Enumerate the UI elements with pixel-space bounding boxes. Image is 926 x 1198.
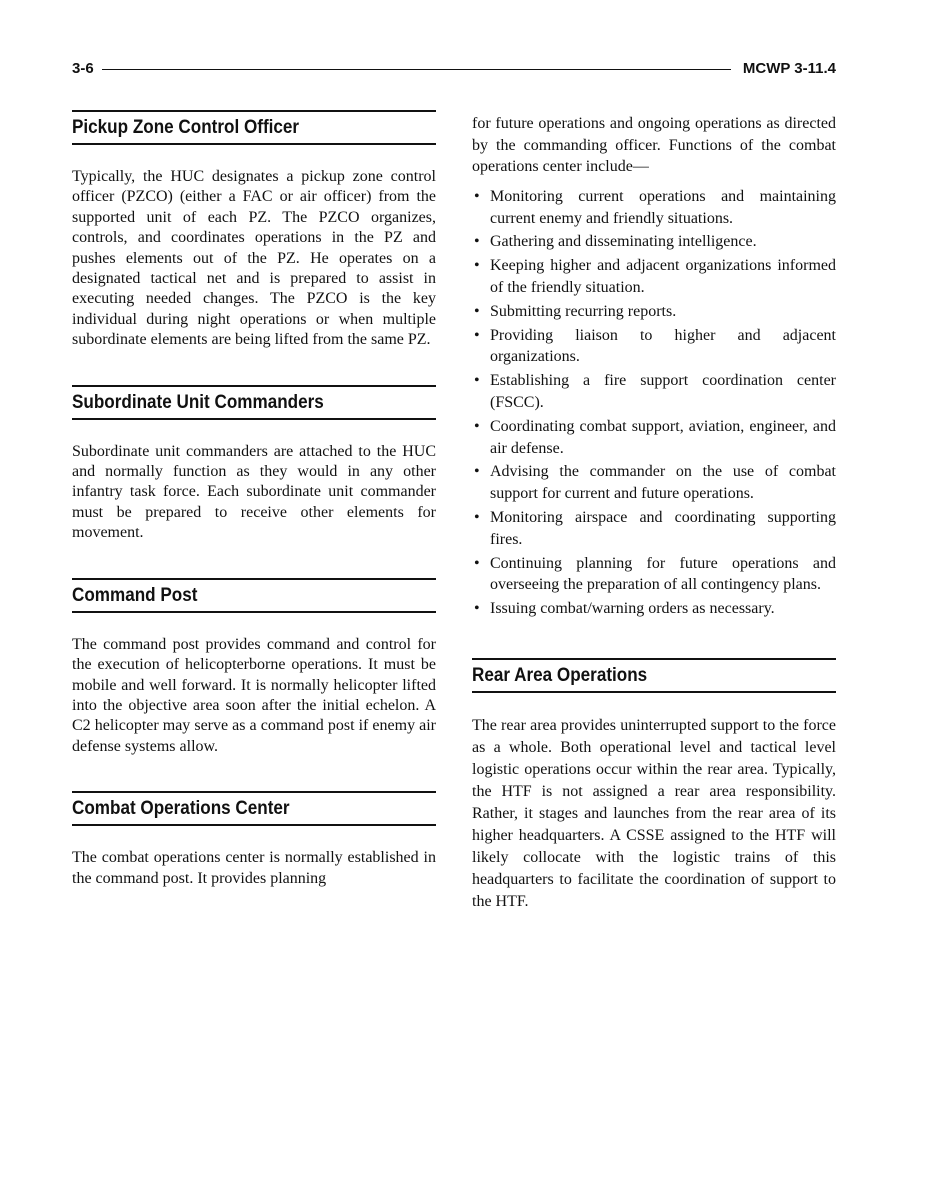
section-body-subordinate: Subordinate unit commanders are attached to the HUC and normally function as they would in any other infantry task force. Each subordinate unit commander must be prepared to receive other elements for movement. <box>72 442 436 542</box>
bullet-icon: • <box>474 326 480 344</box>
list-item: • Issuing combat/warning orders as necessary. <box>472 598 836 620</box>
bullet-icon: • <box>474 187 480 205</box>
list-item: • Monitoring current operations and maintaining current enemy and friendly situations. <box>474 187 836 227</box>
publication-id: MCWP 3-11.4 <box>742 60 836 77</box>
header-rule <box>102 69 731 70</box>
list-item: • Monitoring airspace and coordinating supporting fires. <box>474 508 836 548</box>
bullet-icon: • <box>474 233 480 251</box>
list-item: • Submitting recurring reports. <box>472 301 836 323</box>
bullet-icon: • <box>474 372 480 390</box>
section-heading-command-post: Command Post <box>72 578 436 613</box>
section-heading-subordinate: Subordinate Unit Commanders <box>72 385 436 420</box>
coc-functions-list <box>472 186 836 620</box>
bullet-icon: • <box>474 463 480 481</box>
section-body-pzco: Typically, the HUC designates a pickup zone control officer (PZCO) (either a FAC or air officer) from the supported unit of each PZ. The PZCO organizes, controls, and coordinates operations in the PZ and pushes elements out of the PZ. He operates on a designated tactical net and is prepared to assist in executing needed changes. The PZCO is the key individual during night operations or when multiple subordinate elements are being lifted from the same PZ. <box>72 168 436 349</box>
bullet-icon: • <box>474 554 480 572</box>
bullet-icon: • <box>474 417 480 435</box>
coc-intro: for future operations and ongoing operations as directed by the commanding officer. Functions of the combat operations center include— <box>472 115 836 176</box>
list-item: • Advising the commander on the use of combat support for current and future operations. <box>474 463 836 503</box>
section-body-coc: The combat operations center is normally established in the command post. It provides planning <box>72 849 436 887</box>
list-item: • Continuing planning for future operations and overseeing the preparation of all contingency plans. <box>474 554 836 594</box>
section-heading-rear-area: Rear Area Operations <box>472 658 836 693</box>
bullet-icon: • <box>474 508 480 526</box>
page-number: 3-6 <box>72 60 94 77</box>
list-item: • Gathering and disseminating intelligence. <box>472 231 836 253</box>
section-body-rear-area: The rear area provides uninterrupted support to the force as a whole. Both operational level and tactical level logistic operations occur within the rear area. Typically, the HTF is not assigned a rear area responsibility. Rather, it stages and launches from the rear area of its higher headquarters. A CSSE assigned to the HTF will likely collocate with the logistic trains of this headquarters to facilitate the coordination of support to the HTF. <box>472 716 836 910</box>
list-item: • Keeping higher and adjacent organizations informed of the friendly situation. <box>474 257 836 296</box>
bullet-icon: • <box>474 302 480 320</box>
bullet-icon: • <box>474 257 480 275</box>
section-heading-coc: Combat Operations Center <box>72 791 436 826</box>
right-column <box>472 113 836 913</box>
list-item: • Establishing a fire support coordination center (FSCC). <box>474 372 836 411</box>
bullet-icon: • <box>474 600 480 618</box>
left-column <box>72 110 436 889</box>
list-item: • Providing liaison to higher and adjacent organizations. <box>474 326 836 366</box>
section-body-command-post: The command post provides command and control for the execution of helicopterborne operations. It must be mobile and well forward. It is normally helicopter lifted into the objective area soon after the initial echelon. A C2 helicopter may serve as a command post if enemy air defense systems allow. <box>72 635 436 755</box>
list-item: • Coordinating combat support, aviation, engineer, and air defense. <box>474 417 836 457</box>
section-heading-pzco: Pickup Zone Control Officer <box>72 110 436 145</box>
